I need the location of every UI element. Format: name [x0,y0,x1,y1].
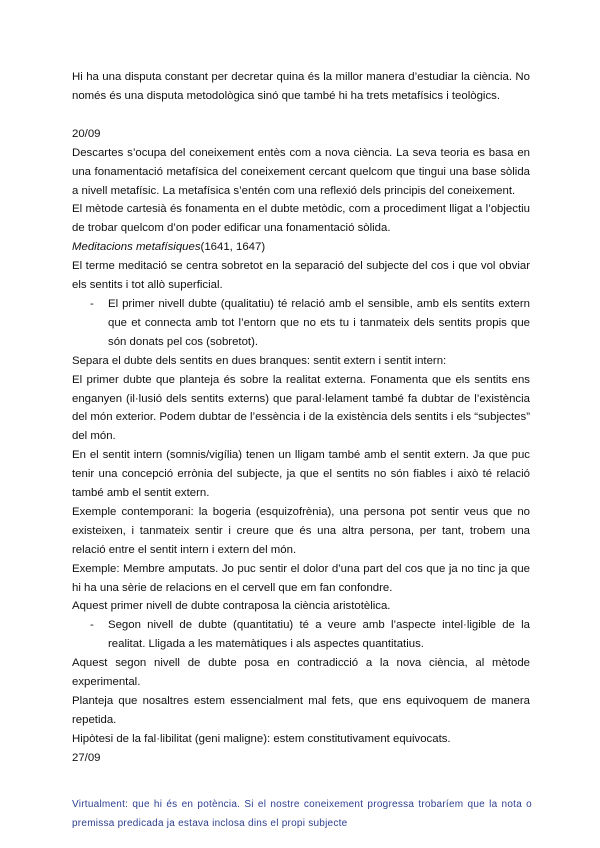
date-heading-2: 27/09 [72,751,101,764]
bullet-list-1 [72,295,530,352]
meditation-paragraph: El terme meditació se centra sobretot en la separació del subjecte del cos i que vol obviar els sentits i tot allò superficial. [72,260,530,292]
flawed-paragraph: Planteja que nosaltres estem essencialment mal fets, que ens equivoquem de manera repetida. [72,695,530,726]
internal-sense-paragraph: En el sentit intern (somnis/vigília) tenen un lligam també amb el sentit extern. Ja que puc tenir una concepció errònia del subjecte, ja que el sentits no són fiables i això té relació també amb el sentit extern. [72,449,530,500]
bullet-list-2 [72,616,530,654]
contrast-paragraph: Aquest primer nivell de dubte contraposa la ciència aristotèlica. [72,600,391,613]
second-doubt-paragraph: Aquest segon nivell de dubte posa en contradicció a la nova ciència, al mètode experimental. [72,657,530,689]
list-item [72,616,530,654]
dash-bullet: - [90,297,94,310]
descartes-paragraph: Descartes s’ocupa del coneixement entès com a nova ciència. La seva teoria es basa en una fonamentació metafísica del coneixement cercant quelcom que tingui una base sòlida a nivell metafísic. La metafísica s’entén com una reflexió dels principis del coneixement. [72,146,530,197]
book-title: Meditacions metafísiques [72,241,201,254]
document-body [72,68,530,768]
bullet-text-first-doubt: El primer nivell dubte (qualitatiu) té relació amb el sensible, amb els sentits extern que et connecta amb tot l’entorn que no ets tu i tanmateix dels sentits propis que són donats pel cos (sobretot). [108,297,530,348]
method-paragraph: El mètode cartesià és fonamenta en el dubte metòdic, com a procediment lligat a l’objectiu de trobar quelcom d’on poder edificar una fonamentació sòlida. [72,203,530,235]
intro-paragraph: Hi ha una disputa constant per decretar quina és la millor manera d’estudiar la ciència. No només és una disputa metodològica sinó que també hi ha trets metafísics i teològics. [72,71,530,102]
example-amputee-paragraph: Exemple: Membre amputats. Jo puc sentir el dolor d’una part del cos que ja no tinc ja que hi ha una sèrie de relacions en el cervell que em fan confondre. [72,562,530,594]
book-years: (1641, 1647) [200,241,266,254]
bullet-text-second-doubt: Segon nivell de dubte (quantitatiu) té a veure amb l’aspecte intel·ligible de la realitat. Lligada a les matemàtiques i als aspectes quantitatius. [108,619,530,651]
book-title-line [72,238,530,257]
fallibility-paragraph: Hipòtesi de la fal·libilitat (geni maligne): estem constitutivament equivocats. [72,732,451,745]
first-doubt-paragraph: El primer dubte que planteja és sobre la realitat externa. Fonamenta que els sentits ens enganyen (il·lusió dels sentits externs) que paral·lelament també fa dubtar de l’existència del món exterior. Podem dubtar de l’essència i de la existència dels sentits i els “subjectes” del món. [72,373,530,443]
separation-paragraph: Separa el dubte dels sentits en dues branques: sentit extern i sentit intern: [72,354,447,367]
list-item [72,295,530,352]
example-madness-paragraph: Exemple contemporani: la bogeria (esquizofrènia), una persona pot sentir veus que no existeixen, i tanmateix sentir i creure que és una altra persona, per tant, trobem una relació entre el sentit intern i extern del món. [72,505,530,556]
dash-bullet: - [90,619,94,632]
date-heading-1: 20/09 [72,127,101,140]
footnote: Virtualment: que hi és en potència. Si el nostre coneixement progressa trobaríem que la nota o premissa predicada ja estava inclosa dins el propi subjecte [72,799,532,829]
